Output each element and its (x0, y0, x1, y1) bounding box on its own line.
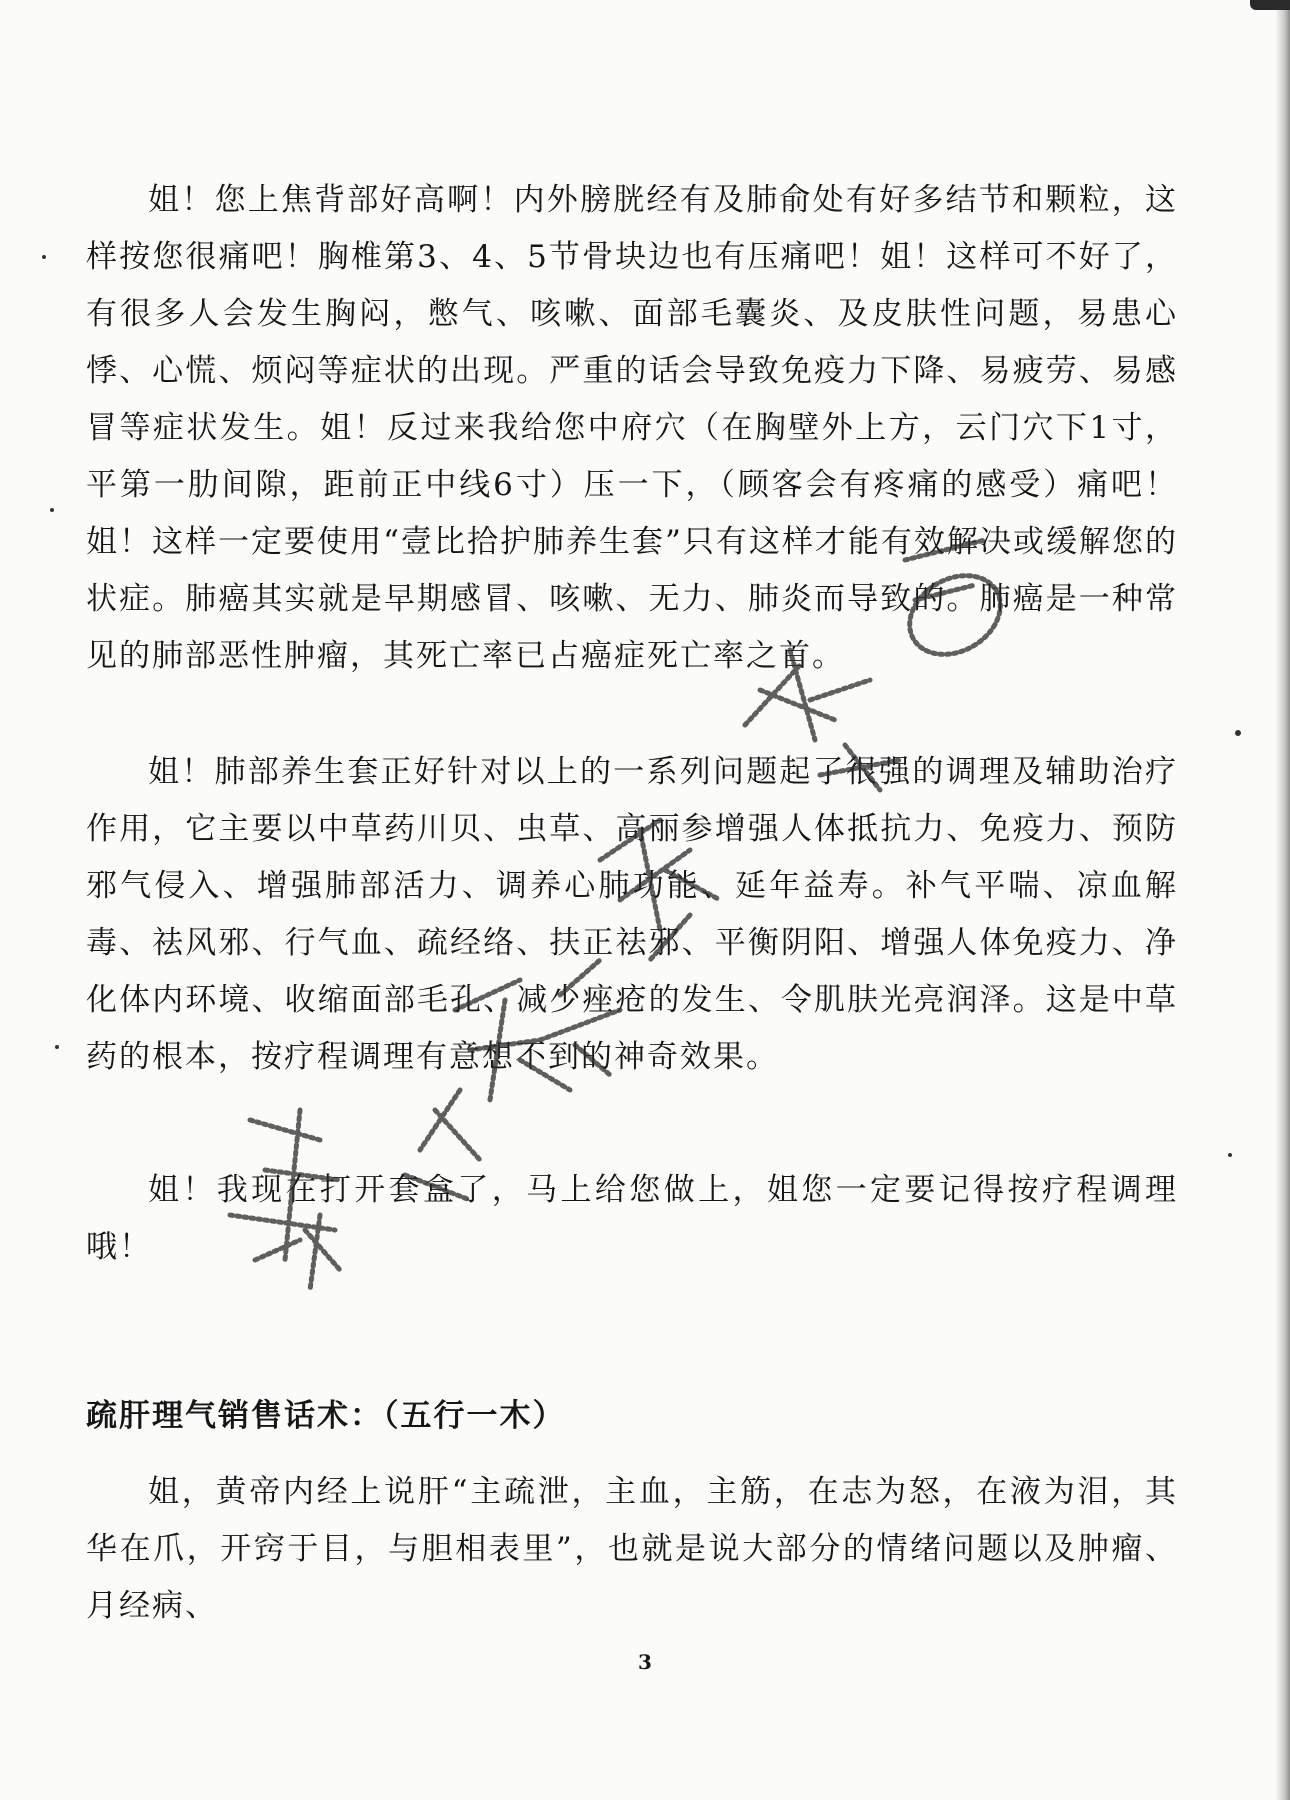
scan-speck (42, 255, 46, 259)
paragraph-liver-intro: 姐，黄帝内经上说肝“主疏泄，主血，主筋，在志为怒，在液为泪，其华在爪，开窍于目，与胆相表里”，也就是说大部分的情绪问题以及肿瘤、月经病、 (86, 1474, 1178, 1624)
paragraph-lung-product: 姐！肺部养生套正好针对以上的一系列问题起了很强的调理及辅助治疗作用，它主要以中草药川贝、虫草、高丽参增强人体抵抗力、免疫力、预防邪气侵入、增强肺部活力、调养心肺功能、延年益寿。补气平喘、凉血解毒、祛风邪、行气血、疏经络、扶正祛邪、平衡阴阳、增强人体免疫力、净化体内环境、收缩面部毛孔、减少痤疮的发生、令肌肤光亮润泽。这是中草药的根本，按疗程调理有意想不到的神奇效果。 (86, 754, 1178, 1075)
scan-speck (1228, 1153, 1232, 1157)
scan-speck (55, 1045, 59, 1049)
page-number: 3 (638, 1650, 652, 1674)
scan-speck (50, 508, 54, 512)
scan-speck (1235, 730, 1241, 736)
paragraph-lung-symptoms: 姐！您上焦背部好高啊！内外膀胱经有及肺俞处有好多结节和颗粒，这样按您很痛吧！胸椎第3、4、5节骨块边也有压痛吧！姐！这样可不好了，有很多人会发生胸闷，憋气、咳嗽、面部毛囊炎、及皮肤性问题，易患心悸、心慌、烦闷等症状的出现。严重的话会导致免疫力下降、易疲劳、易感冒等症状发生。姐！反过来我给您中府穴（在胸壁外上方，云门穴下1寸，平第一肋间隙，距前正中线6寸）压一下，（顾客会有疼痛的感受）痛吧！姐！这样一定要使用“壹比拾护肺养生套”只有这样才能有效解决或缓解您的状症。肺癌其实就是早期感冒、咳嗽、无力、肺炎而导致的。肺癌是一种常见的肺部恶性肿瘤，其死亡率已占癌症死亡率之首。 (86, 182, 1178, 674)
scan-edge-shadow (1276, 0, 1290, 1800)
section-heading-liver: 疏肝理气销售话术：（五行一木） (86, 1398, 566, 1434)
scan-corner-mark (1250, 0, 1290, 10)
paragraph-open-box: 姐！我现在打开套盒了，马上给您做上，姐您一定要记得按疗程调理哦！ (86, 1172, 1178, 1265)
